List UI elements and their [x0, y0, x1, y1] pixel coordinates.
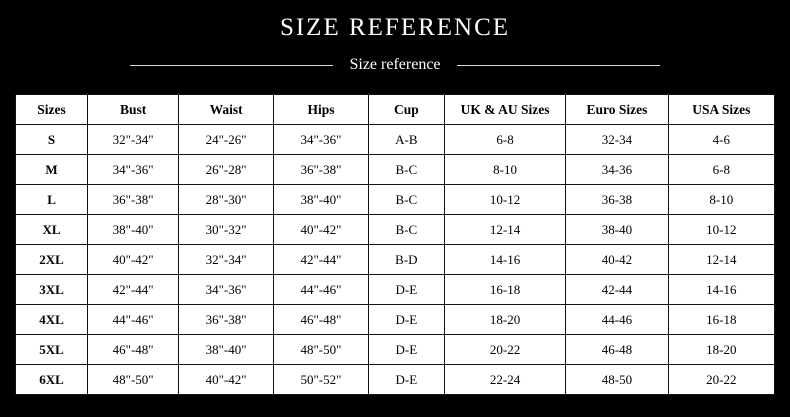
table-row	[16, 185, 775, 215]
page-title: SIZE REFERENCE	[279, 14, 511, 41]
cell-uk-au: 20-22	[444, 335, 565, 365]
cell-waist: 32"-34"	[179, 245, 274, 275]
cell-euro: 40-42	[566, 245, 668, 275]
cell-usa: 10-12	[668, 215, 774, 245]
cell-usa: 12-14	[668, 245, 774, 275]
cell-usa: 14-16	[668, 275, 774, 305]
cell-size: XL	[16, 215, 88, 245]
cell-size: 4XL	[16, 305, 88, 335]
cell-hips: 50"-52"	[274, 365, 369, 395]
cell-waist: 26"-28"	[179, 155, 274, 185]
column-header-waist: Waist	[179, 95, 274, 125]
cell-waist: 28"-30"	[179, 185, 274, 215]
column-header-cup: Cup	[368, 95, 444, 125]
cell-size: M	[16, 155, 88, 185]
size-table-container	[14, 93, 776, 396]
cell-waist: 24"-26"	[179, 125, 274, 155]
cell-bust: 40"-42"	[88, 245, 179, 275]
table-row	[16, 245, 775, 275]
cell-hips: 48"-50"	[274, 335, 369, 365]
cell-size: 3XL	[16, 275, 88, 305]
table-row	[16, 275, 775, 305]
cell-euro: 42-44	[566, 275, 668, 305]
divider-right	[457, 65, 660, 66]
table-row	[16, 215, 775, 245]
cell-bust: 34"-36"	[88, 155, 179, 185]
cell-cup: B-C	[368, 155, 444, 185]
cell-cup: B-D	[368, 245, 444, 275]
cell-uk-au: 22-24	[444, 365, 565, 395]
cell-hips: 34"-36"	[274, 125, 369, 155]
cell-cup: D-E	[368, 365, 444, 395]
cell-cup: A-B	[368, 125, 444, 155]
divider-left	[130, 65, 333, 66]
cell-euro: 48-50	[566, 365, 668, 395]
cell-size: 2XL	[16, 245, 88, 275]
cell-cup: D-E	[368, 335, 444, 365]
page-header	[0, 0, 790, 74]
cell-euro: 44-46	[566, 305, 668, 335]
column-header-sizes: Sizes	[16, 95, 88, 125]
cell-uk-au: 8-10	[444, 155, 565, 185]
cell-cup: D-E	[368, 305, 444, 335]
size-table	[15, 94, 775, 395]
cell-bust: 38"-40"	[88, 215, 179, 245]
cell-waist: 30"-32"	[179, 215, 274, 245]
cell-euro: 32-34	[566, 125, 668, 155]
table-header	[16, 95, 775, 125]
table-body	[16, 125, 775, 395]
table-row	[16, 155, 775, 185]
cell-uk-au: 6-8	[444, 125, 565, 155]
cell-bust: 46"-48"	[88, 335, 179, 365]
cell-usa: 18-20	[668, 335, 774, 365]
cell-usa: 8-10	[668, 185, 774, 215]
page-subtitle: Size reference	[349, 56, 441, 73]
cell-cup: B-C	[368, 215, 444, 245]
cell-uk-au: 18-20	[444, 305, 565, 335]
cell-bust: 48"-50"	[88, 365, 179, 395]
cell-size: L	[16, 185, 88, 215]
cell-usa: 20-22	[668, 365, 774, 395]
cell-bust: 36"-38"	[88, 185, 179, 215]
cell-hips: 38"-40"	[274, 185, 369, 215]
cell-usa: 6-8	[668, 155, 774, 185]
cell-euro: 34-36	[566, 155, 668, 185]
cell-hips: 46"-48"	[274, 305, 369, 335]
table-row	[16, 305, 775, 335]
cell-size: 6XL	[16, 365, 88, 395]
cell-usa: 16-18	[668, 305, 774, 335]
cell-euro: 46-48	[566, 335, 668, 365]
cell-waist: 38"-40"	[179, 335, 274, 365]
cell-bust: 42"-44"	[88, 275, 179, 305]
cell-euro: 36-38	[566, 185, 668, 215]
cell-waist: 34"-36"	[179, 275, 274, 305]
cell-uk-au: 14-16	[444, 245, 565, 275]
column-header-hips: Hips	[274, 95, 369, 125]
cell-waist: 36"-38"	[179, 305, 274, 335]
cell-cup: B-C	[368, 185, 444, 215]
cell-hips: 40"-42"	[274, 215, 369, 245]
cell-uk-au: 10-12	[444, 185, 565, 215]
subtitle-row	[0, 56, 790, 74]
column-header-euro-sizes: Euro Sizes	[566, 95, 668, 125]
cell-hips: 44"-46"	[274, 275, 369, 305]
cell-usa: 4-6	[668, 125, 774, 155]
cell-hips: 42"-44"	[274, 245, 369, 275]
column-header-usa-sizes: USA Sizes	[668, 95, 774, 125]
cell-cup: D-E	[368, 275, 444, 305]
cell-hips: 36"-38"	[274, 155, 369, 185]
table-row	[16, 365, 775, 395]
table-row	[16, 125, 775, 155]
cell-uk-au: 16-18	[444, 275, 565, 305]
cell-size: S	[16, 125, 88, 155]
cell-euro: 38-40	[566, 215, 668, 245]
cell-bust: 44"-46"	[88, 305, 179, 335]
table-row	[16, 335, 775, 365]
table-header-row	[16, 95, 775, 125]
cell-bust: 32"-34"	[88, 125, 179, 155]
cell-uk-au: 12-14	[444, 215, 565, 245]
column-header-uk-au-sizes: UK & AU Sizes	[444, 95, 565, 125]
column-header-bust: Bust	[88, 95, 179, 125]
cell-waist: 40"-42"	[179, 365, 274, 395]
cell-size: 5XL	[16, 335, 88, 365]
